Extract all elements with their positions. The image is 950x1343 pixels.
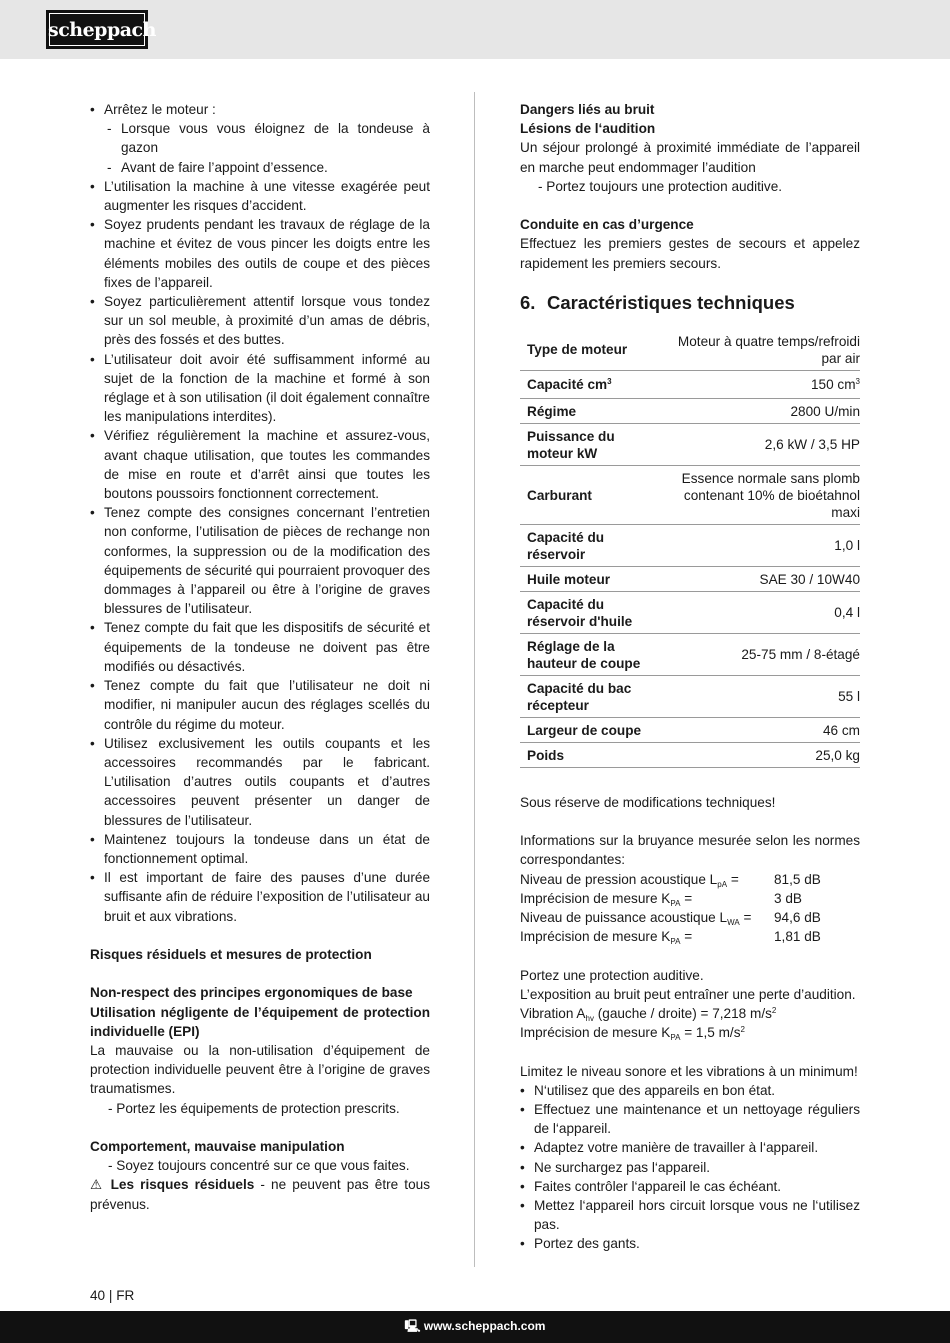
limit-text: Limitez le niveau sonore et les vibrations à un minimum! (520, 1063, 858, 1079)
list-item: - Lorsque vous vous éloignez de la tondeuse à gazon (107, 121, 430, 156)
list-item: • Mettez l‘appareil hors circuit lorsque vous ne l‘utilisez pas. (520, 1198, 860, 1233)
table-row: Capacité $cm^3$ 150 $cm^3$ (520, 370, 860, 398)
list-item: • Effectuez une maintenance et un nettoyage réguliers de l‘appareil. (520, 1102, 860, 1137)
stop-engine-sublist (104, 119, 430, 177)
list-item: • L’utilisation la machine à une vitesse exagérée peut augmenter les risques d’accident. (90, 178, 430, 214)
scheppach-logo: scheppach (46, 10, 148, 49)
residual-risks-note: ⚠ Les risques résiduels - ne peuvent pas être tous prévenus. (90, 1177, 430, 1212)
page-number: 40 | FR (90, 1288, 135, 1303)
emergency-heading: Conduite en cas d’urgence (520, 217, 694, 233)
safety-bullet-list (90, 100, 430, 926)
list-item: • Tenez compte des consignes concernant l’entretien non conforme, l’utilisation de pièces de rechange non conformes, la suppression ou de la modification des équipements de sécurité qui pourraient provoquer des dommages à l’appareil ou être à l’origine de graves blessures de l’utilisateur. (90, 505, 430, 617)
hearing-damage-heading: Lésions de l‘audition (520, 121, 656, 137)
list-item: • Soyez prudents pendant les travaux de réglage de la machine et évitez de vous pincer les doigts entre les éléments mobiles des outils de coupe et des pièces fixes de l’appareil. (90, 217, 430, 290)
column-divider (474, 92, 475, 1267)
emergency-text: Effectuez les premiers gestes de secours et appelez rapidement les premiers secours. (520, 236, 860, 271)
footer-bar (0, 1311, 950, 1343)
list-item: • Faites contrôler l‘appareil le cas échéant. (520, 1178, 782, 1194)
table-row: Poids 25,0 kg (520, 742, 860, 767)
exposure-text: L’exposition au bruit peut entraîner une perte d’audition. (520, 986, 856, 1002)
ppe-instruction: - Portez les équipements de protection prescrits. (108, 1100, 400, 1116)
list-item: • Soyez particulièrement attentif lorsque vous tondez sur un sol meuble, à proximité d’un amas de débris, près des fossés et des buttes. (90, 294, 430, 348)
list-item: • Maintenez toujours la tondeuse dans un état de fonctionnement optimal. (90, 831, 430, 866)
measure-row: Niveau de puissance acoustique $L_{WA}$ = 94,6 dB (520, 910, 821, 928)
table-row: Puissance du moteur kW 2,6 kW / 3,5 HP (520, 423, 860, 465)
list-item: • Arrêtez le moteur : - Lorsque vous vous éloignez de la tondeuse à gazon - Avant de faire l’appoint d’essence. (90, 100, 430, 177)
table-row: Carburant Essence normale sans plomb contenant 10% de bioétahnol maxi (520, 465, 860, 524)
behaviour-heading: Comportement, mauvaise manipulation (90, 1138, 345, 1154)
table-row: Capacité du réservoir d'huile 0,4 l (520, 591, 860, 633)
noise-danger-heading: Dangers liés au bruit (520, 102, 655, 117)
computer-icon: 🖳 (404, 1319, 421, 1333)
measure-row: Imprécision de mesure $K_{PA}$ = 3 dB (520, 890, 802, 908)
measure-row: Niveau de pression acoustique $L_{pA}$ = 81,5 dB (520, 871, 821, 889)
reserve-text: Sous réserve de modifications techniques! (520, 794, 776, 810)
page-header (0, 0, 950, 59)
warning-icon: ⚠ (90, 1177, 105, 1193)
table-row: Type de moteur Moteur à quatre temps/refroidi par air (520, 329, 860, 371)
list-item: • N‘utilisez que des appareils en bon état. (520, 1082, 776, 1098)
spec-table (520, 329, 860, 768)
limit-bullet-list (520, 1081, 860, 1254)
noise-text: Un séjour prolongé à proximité immédiate de l’appareil en marche peut endommager l’audition (520, 140, 860, 175)
list-item: • Tenez compte du fait que l’utilisateur ne doit ni modifier, ni manipuler aucun des réglages scellés du contrôle du régime du moteur. (90, 678, 430, 732)
list-item: - Avant de faire l’appoint d’essence. (107, 159, 328, 175)
table-row: Capacité du réservoir 1,0 l (520, 524, 860, 566)
list-item: • Il est important de faire des pauses d’une durée suffisante afin de réduire l’exposition de l’utilisateur au bruit et aux vibrations. (90, 870, 430, 924)
residual-risks-heading: Risques résiduels et mesures de protection (90, 946, 372, 962)
table-row: Huile moteur SAE 30 / 10W40 (520, 566, 860, 591)
noise-instruction: - Portez toujours une protection auditive. (538, 178, 783, 194)
vibration-value: Vibration $A_{hv}$ (gauche / droite) = 7,218 $m/s^2$ (520, 1006, 777, 1024)
right-column (520, 100, 860, 1254)
website-link[interactable]: www.scheppach.com (423, 1319, 546, 1333)
noise-info-text: Informations sur la bruyance mesurée selon les normes correspondantes: (520, 833, 860, 868)
measure-row: Imprécision de mesure $K_{PA}$ = 1,81 dB (520, 929, 821, 947)
table-row: Capacité du bac récepteur 55 l (520, 675, 860, 717)
behaviour-instruction: - Soyez toujours concentré sur ce que vous faites. (108, 1158, 410, 1174)
table-row: Largeur de coupe 46 cm (520, 717, 860, 742)
left-column (90, 100, 430, 1214)
table-row: Réglage de la hauteur de coupe 25-75 mm / 8-étagé (520, 633, 860, 675)
list-item: • L’utilisateur doit avoir été suffisamment informé au sujet de la fonction de la machine et formé à son réglage et à son utilisation (il doit également connaître les manipulations interdites). (90, 351, 430, 425)
table-row: Régime 2800 U/min (520, 398, 860, 423)
list-item: • Portez des gants. (520, 1236, 640, 1252)
list-item: • Adaptez votre manière de travailler à l‘appareil. (520, 1140, 819, 1156)
list-item: • Vérifiez régulièrement la machine et assurez-vous, avant chaque utilisation, que toutes les commandes de mise en route et d’arrêt ainsi que toutes les boutons poussoirs fonctionnent correctement. (90, 428, 430, 502)
ppe-text: La mauvaise ou la non-utilisation d’équipement de protection individuelle peuvent être à l’origine de graves traumatismes. (90, 1042, 430, 1097)
list-item: • Ne surchargez pas l‘appareil. (520, 1159, 711, 1175)
ppe-heading: Utilisation négligente de l’équipement de protection individuelle (EPI) (90, 1004, 430, 1039)
list-item: • Tenez compte du fait que les dispositifs de sécurité et équipements de la tondeuse ne doivent pas être modifiés ou désactivés. (90, 620, 430, 674)
section-title: 6. Caractéristiques techniques (520, 291, 795, 313)
vibration-uncertainty: Imprécision de mesure $K_{PA} = 1,5$ $m/s^2$ (520, 1025, 745, 1043)
ergonomics-heading: Non-respect des principes ergonomiques de base (90, 985, 413, 1001)
list-item: • Utilisez exclusivement les outils coupants et les accessoires recommandés par le fabricant. L’utilisation d’autres outils coupants et d’autres accessoires peuvent présenter un danger de blessures de l’utilisateur. (90, 735, 430, 828)
wear-protection-text: Portez une protection auditive. (520, 967, 704, 983)
bullet-icon: • (90, 102, 95, 117)
